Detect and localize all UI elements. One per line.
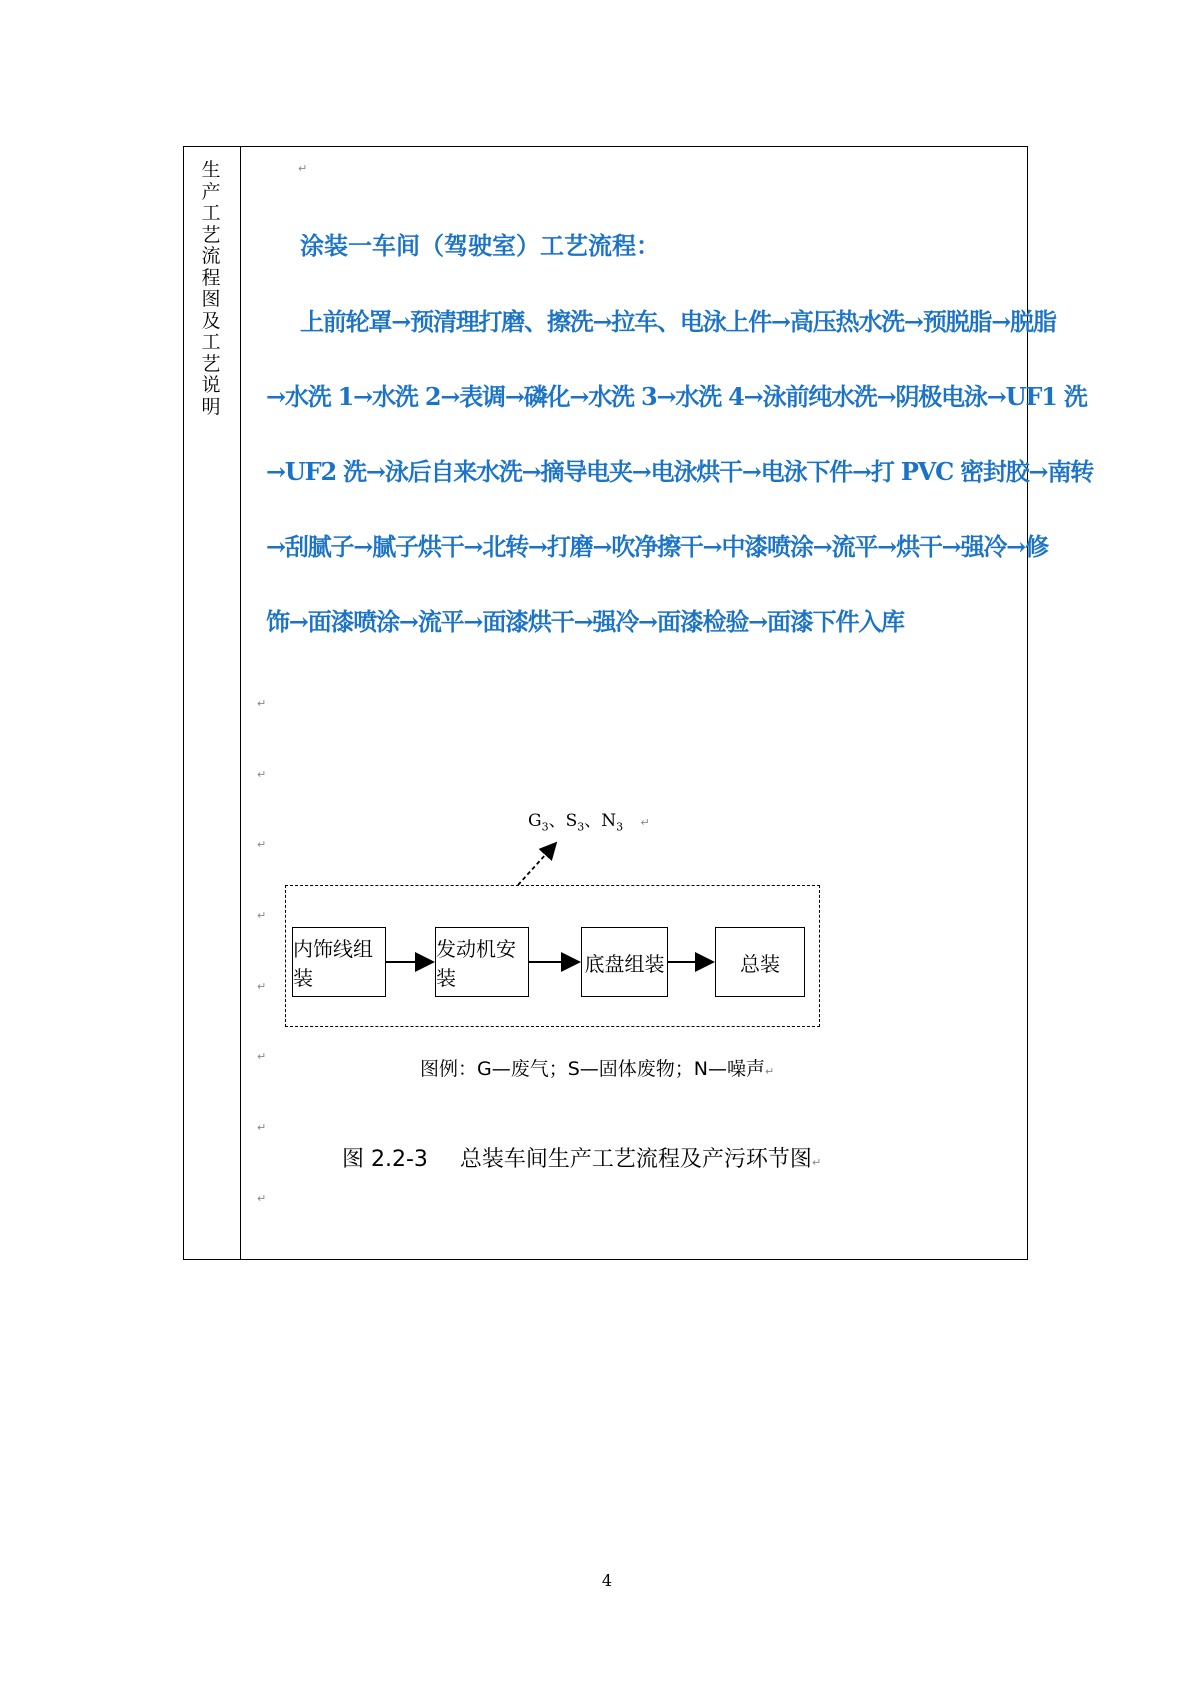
emission-s: S — [565, 811, 578, 831]
side-label: 生产工艺流程图及工艺说明 — [201, 159, 221, 418]
figure-title: 总装车间生产工艺流程及产污环节图 — [459, 1147, 812, 1172]
paragraph-mark: ↵ — [257, 980, 267, 993]
node-interior-assembly: 内饰线组装 — [292, 927, 386, 997]
paragraph-mark: ↵ — [257, 1192, 267, 1205]
emission-s-sub: 3 — [577, 820, 585, 834]
figure-number: 图 2.2-3 — [342, 1147, 428, 1172]
figure-caption — [342, 1142, 821, 1173]
emission-n-sub: 3 — [616, 820, 624, 834]
emission-label — [528, 806, 650, 834]
flow-line-2: →水洗 1→水洗 2→表调→磷化→水洗 3→水洗 4→泳前纯水洗→阴极电泳→UF1 洗 — [266, 382, 1087, 411]
node-chassis-assembly: 底盘组装 — [581, 927, 668, 997]
side-label-cell — [184, 147, 241, 1259]
flow-line-4: →刮腻子→腻子烘干→北转→打磨→吹净擦干→中漆喷涂→流平→烘干→强冷→修 — [266, 532, 1048, 561]
flow-line-5: 饰→面漆喷涂→流平→面漆烘干→强冷→面漆检验→面漆下件入库 — [266, 607, 904, 636]
paragraph-mark: ↵ — [257, 697, 267, 710]
paragraph-mark: ↵ — [640, 816, 650, 829]
paragraph-mark: ↵ — [257, 1050, 267, 1063]
legend — [420, 1054, 774, 1081]
page-number: 4 — [601, 1571, 613, 1590]
flow-line-3: →UF2 洗→泳后自来水洗→摘导电夹→电泳烘干→电泳下件→打 PVC 密封胶→南转 — [266, 457, 1094, 486]
paragraph-mark: ↵ — [257, 1121, 267, 1134]
paragraph-mark: ↵ — [811, 1156, 822, 1169]
paragraph-mark: ↵ — [257, 838, 267, 851]
paragraph-mark: ↵ — [257, 768, 267, 781]
emission-sep: 、 — [584, 811, 602, 831]
emission-n: N — [601, 811, 617, 831]
emission-sep: 、 — [548, 811, 566, 831]
emission-g-sub: 3 — [541, 820, 549, 834]
paragraph-mark: ↵ — [765, 1065, 775, 1078]
legend-text: 图例：G—废气；S—固体废物；N—噪声 — [420, 1058, 765, 1080]
paragraph-mark: ↵ — [298, 162, 308, 175]
flow-line-1: 上前轮罩→预清理打磨、擦洗→拉车、电泳上件→高压热水洗→预脱脂→脱脂 — [300, 307, 1056, 336]
node-final-assembly: 总装 — [715, 927, 805, 997]
paragraph-mark: ↵ — [257, 909, 267, 922]
painting-title: 涂装一车间（驾驶室）工艺流程： — [300, 231, 660, 260]
emission-g: G — [528, 811, 542, 831]
node-engine-install: 发动机安装 — [435, 927, 529, 997]
